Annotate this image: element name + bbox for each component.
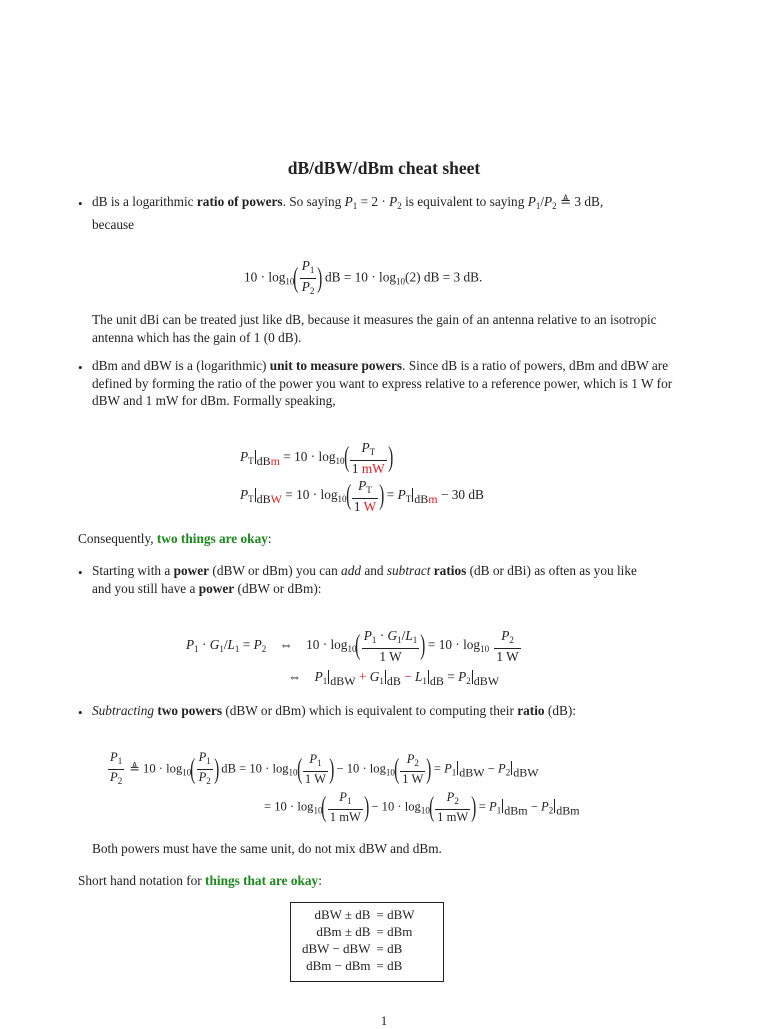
- formula-ratio-row1: $\frac{P_1}{P_2}$ ≜ $10 \cdot \log_{10}$( $\frac{P_1}{P_2}$ ) dB = $10 \cdot \log_{10}$( $\frac{P_1}{1 W}$ ) − $10 \cdot \log_{10}$( $\frac{P_2}{1 W}$ ) = $P_1$ $_{dBW} - P_2$ $_{dBW}$: [110, 750, 539, 786]
- table-row: dBW − dBW = dB: [302, 941, 403, 956]
- formula-dbw: $P_T$ $_{dBW} = 10 \cdot \log_{10}$( $\frac{P_T}{1 W}$ ) = $P_T$ $_{dBm}$ − 30 dB: [240, 478, 484, 514]
- formula-power-chain: $P_1 \cdot G_1/L_1 = P_2$ ⇔ $10 \cdot \log_{10}$( $\frac{P_1 \cdot G_1/L_1}{1 W}$ ) = $10 \cdot \log_{10}$ $\frac{P_2}{1 W}$: [186, 628, 519, 664]
- consequently-line: Consequently, two things are okay:: [78, 531, 272, 546]
- table-row: dBm − dBm = dB: [306, 958, 403, 973]
- shorthand-line: Short hand notation for things that are okay:: [78, 873, 322, 888]
- bullet-marker: •: [78, 196, 83, 211]
- table-row: dBm ± dB = dBm: [316, 924, 413, 939]
- page-number: 1: [380, 1013, 388, 1028]
- bullet-marker: •: [78, 565, 83, 580]
- formula-dbm: $P_T$ $_{dBm} = 10 \cdot \log_{10}$( $\frac{P_T}{1 mW}$ ): [240, 440, 393, 476]
- bullet3-text: Starting with a power (dBW or dBm) you can add and subtract ratios (dB or dBi) as often as you like and you still have a power (dBW or dBm):: [92, 563, 637, 596]
- page-title: dB/dBW/dBm cheat sheet: [287, 158, 481, 178]
- table-row: dBW ± dB = dBW: [314, 907, 415, 922]
- shorthand-table: [290, 902, 444, 982]
- bullet-marker: •: [78, 705, 83, 720]
- bullet4-text: Subtracting two powers (dBW or dBm) which is equivalent to computing their ratio (dB):: [92, 703, 576, 718]
- same-unit-note: Both powers must have the same unit, do not mix dBW and dBm.: [92, 841, 442, 856]
- formula-db-definition: $10 \cdot \log_{10}$( $\frac{P_1}{P_2}$ ) dB = $10 \cdot \log_{10}(2)$ dB = 3 dB.: [244, 258, 483, 296]
- formula-ratio-row2: = $10 \cdot \log_{10}$( $\frac{P_1}{1 mW}$ ) − $10 \cdot \log_{10}$( $\frac{P_2}{1 mW}$ ) = $P_1$ $_{dBm} - P_2$ $_{dBm}$: [264, 790, 580, 824]
- bullet2-text: dBm and dBW is a (logarithmic) unit to measure powers. Since dB is a ratio of powers, dBm and dBW are defined by forming the ratio of the power you want to express relative to a reference power, which is 1 W for dBW and 1 mW for dBm. Formally speaking,: [92, 358, 673, 408]
- dbi-note: The unit dBi can be treated just like dB, because it measures the gain of an antenna relative to an isotropic antenna which has the gain of 1 (0 dB).: [92, 312, 657, 345]
- formula-power-chain-2: ⇔ $P_1$ $_{dBW} + G_1$ $_{dB} - L_1$ $_{dB} = P_2$ $_{dBW}$: [288, 669, 500, 688]
- bullet-marker: •: [78, 360, 83, 375]
- bullet1-text: dB is a logarithmic ratio of powers. So saying $P_1 = 2 \cdot P_2$ is equivalent to saying $P_1/P_2$ ≜ 3 dB, because: [92, 194, 604, 232]
